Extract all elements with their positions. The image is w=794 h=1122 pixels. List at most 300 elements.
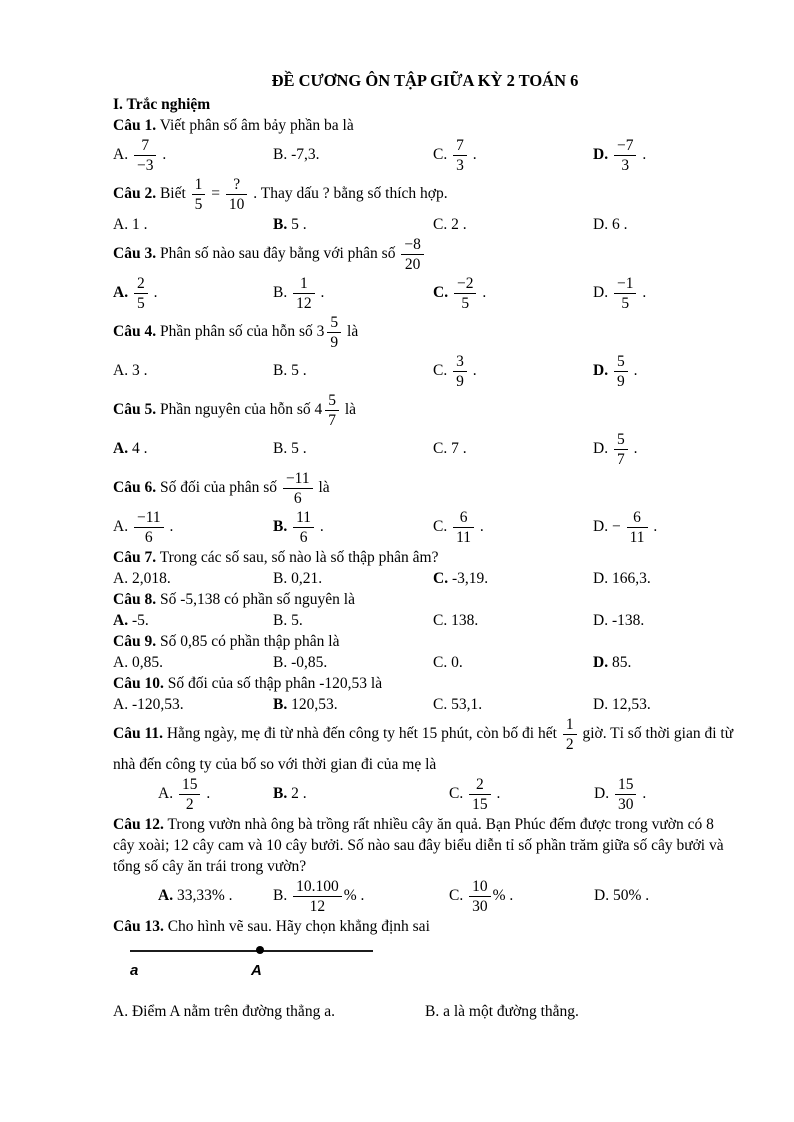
text-segment: 5 . — [291, 362, 307, 380]
option — [158, 775, 273, 814]
option-letter: B. — [273, 440, 288, 458]
option-content — [132, 362, 148, 379]
fraction-numerator: 5 — [614, 430, 628, 450]
question-text — [113, 715, 737, 775]
text-segment: a là một đường thẳng. — [443, 1003, 579, 1020]
fraction-denominator: 12 — [309, 898, 326, 915]
option-letter: B. — [273, 146, 288, 164]
text-segment: Số đối của phân số — [159, 479, 281, 497]
question-label: Câu 12. — [113, 816, 164, 833]
text-segment: . — [638, 785, 647, 803]
question-label: Câu 2. — [113, 185, 157, 203]
text-segment: . — [638, 284, 647, 302]
fraction-numerator: −7 — [614, 136, 637, 156]
option-letter: B. — [273, 216, 288, 233]
option-content — [291, 570, 322, 587]
option-letter: D. — [593, 440, 609, 458]
option-content — [291, 275, 325, 312]
option — [593, 610, 737, 631]
option-letter: B. — [273, 785, 288, 803]
section-heading: I. Trắc nghiệm — [113, 96, 211, 113]
option-content — [132, 509, 174, 546]
option-letter: A. — [113, 362, 129, 380]
question-text — [113, 235, 737, 274]
option — [593, 274, 737, 313]
text-segment: Số 0,85 có phần thập phân là — [159, 633, 340, 650]
fraction-numerator: 10.100 — [293, 877, 342, 897]
option-content — [612, 353, 638, 390]
text-segment: . — [165, 518, 174, 536]
fraction — [134, 508, 164, 547]
text-segment: -0,85. — [291, 654, 328, 671]
option-content — [291, 654, 327, 671]
text-segment: 33,33% . — [176, 887, 233, 905]
fraction-numerator: 5 — [325, 391, 339, 411]
option-content — [612, 612, 644, 629]
question — [113, 631, 737, 673]
text-segment: Trong các số sau, số nào là số thập phân âm? — [159, 549, 439, 566]
page-title: ĐỀ CƯƠNG ÔN TẬP GIỮA KỲ 2 TOÁN 6 — [271, 71, 579, 90]
text-segment: . — [629, 362, 638, 380]
options-row — [113, 694, 737, 715]
fraction — [453, 352, 467, 391]
options-row — [113, 610, 737, 631]
text-segment: là — [314, 479, 330, 497]
fraction-numerator: 10 — [469, 877, 491, 897]
fraction-denominator: 15 — [472, 796, 488, 813]
question — [113, 175, 737, 235]
fraction — [327, 313, 341, 352]
question — [113, 235, 737, 313]
option — [273, 568, 433, 589]
option — [273, 694, 433, 715]
option-content — [452, 275, 487, 312]
text-segment: 2 . — [451, 216, 467, 233]
option-content — [132, 570, 171, 587]
option-content — [291, 146, 319, 163]
text-segment: 120,53. — [291, 696, 338, 713]
option-content — [467, 776, 501, 813]
option — [273, 144, 433, 165]
option-content — [451, 216, 467, 233]
text-segment: . — [476, 518, 484, 536]
fraction — [325, 391, 339, 430]
text-segment: Phân số nào sau đây bằng với phân số — [159, 245, 400, 263]
option-content — [451, 612, 478, 629]
text-segment: − — [611, 518, 625, 536]
option — [113, 136, 273, 175]
fraction-denominator: 11 — [456, 529, 472, 546]
text-segment: giờ. Tỉ số thời gian đi từ nhà đến công ty của bố so với thời gian đi của mẹ là — [113, 725, 734, 773]
option-letter: A. — [113, 1003, 129, 1020]
fraction — [615, 775, 637, 814]
question-text — [113, 589, 737, 610]
option-letter: A. — [113, 146, 129, 164]
fraction-numerator: −8 — [401, 235, 424, 255]
question-text — [113, 115, 737, 136]
option — [273, 783, 449, 804]
text-segment: 85. — [611, 654, 632, 671]
text-segment: . — [202, 785, 211, 803]
fraction — [401, 235, 424, 274]
fraction-denominator: 6 — [144, 529, 153, 546]
text-segment: 0,21. — [291, 570, 323, 587]
text-segment: 138. — [451, 612, 479, 629]
fraction — [627, 508, 648, 547]
option-letter: D. — [593, 362, 609, 380]
fraction — [179, 775, 201, 814]
option — [273, 438, 433, 459]
option — [273, 508, 433, 547]
fraction — [454, 274, 477, 313]
text-segment: = — [207, 185, 224, 203]
option — [594, 775, 737, 814]
text-segment: . — [649, 518, 658, 536]
fraction — [134, 136, 157, 175]
option-content — [132, 1003, 335, 1020]
option — [433, 352, 593, 391]
option — [433, 508, 593, 547]
text-segment: 5. — [291, 612, 303, 629]
option-letter: C. — [433, 570, 449, 587]
text-segment: 5 . — [291, 216, 307, 233]
option-letter: B. — [425, 1003, 440, 1020]
text-segment: 5 . — [291, 440, 307, 458]
text-segment: % . — [343, 887, 365, 905]
questions-list — [113, 115, 737, 1022]
options-row — [113, 652, 737, 673]
text-segment: . — [468, 362, 477, 380]
option-letter: B. — [273, 362, 288, 380]
fraction — [469, 877, 491, 916]
option-content — [291, 612, 303, 629]
fraction-denominator: 7 — [616, 451, 625, 468]
option — [425, 1001, 737, 1022]
options-row — [113, 568, 737, 589]
text-segment: . — [478, 284, 487, 302]
text-segment: Điểm A nằm trên đường thẳng a. — [131, 1003, 335, 1020]
option — [433, 438, 593, 459]
point-A-dot — [256, 946, 264, 954]
option-letter: D. — [593, 518, 609, 536]
option-content — [177, 887, 233, 904]
question-label: Câu 7. — [113, 549, 157, 566]
fraction-numerator: 6 — [453, 508, 474, 528]
option-content — [612, 570, 651, 587]
option — [593, 508, 737, 547]
fraction — [293, 274, 315, 313]
question-label: Câu 5. — [113, 401, 157, 419]
text-segment: . — [158, 146, 167, 164]
option — [113, 274, 273, 313]
question-label: Câu 4. — [113, 323, 157, 341]
mixed-number-whole: 3 — [316, 323, 325, 341]
option-letter: A. — [113, 216, 129, 233]
options-row — [113, 508, 737, 547]
fraction-numerator: −11 — [134, 508, 164, 528]
option-letter: C. — [433, 518, 448, 536]
option-content — [612, 431, 638, 468]
option-content — [291, 362, 307, 379]
option-content — [132, 216, 148, 233]
options-row — [113, 136, 737, 175]
option-content — [291, 878, 365, 915]
option — [273, 274, 433, 313]
option — [113, 652, 273, 673]
option-content — [132, 440, 148, 457]
text-segment: . — [316, 284, 325, 302]
option — [113, 360, 273, 381]
option — [593, 430, 737, 469]
fraction-numerator: 5 — [614, 352, 628, 372]
option — [593, 136, 737, 175]
option-letter: A. — [158, 887, 174, 905]
question-text — [113, 547, 737, 568]
fraction — [283, 469, 313, 508]
fraction-denominator: 20 — [404, 256, 421, 273]
option — [113, 694, 273, 715]
option-letter: A. — [113, 654, 129, 671]
line-label-a: a — [130, 962, 139, 979]
fraction-numerator: 15 — [615, 775, 637, 795]
text-segment: . — [492, 785, 501, 803]
option-letter: D. — [593, 146, 609, 164]
options-row — [113, 352, 737, 391]
option-content — [291, 696, 338, 713]
option — [158, 885, 273, 906]
question — [113, 391, 737, 469]
option-content — [452, 570, 488, 587]
question — [113, 115, 737, 175]
option-letter: D. — [593, 612, 609, 629]
line-a — [130, 950, 373, 952]
question-text — [113, 469, 737, 508]
question-text — [113, 916, 737, 937]
options-row — [113, 877, 737, 916]
text-segment: . — [316, 518, 324, 536]
option-content — [451, 509, 484, 546]
fraction — [453, 508, 474, 547]
option — [449, 877, 594, 916]
fraction — [226, 175, 248, 214]
options-row — [113, 274, 737, 313]
fraction-denominator: 6 — [293, 490, 302, 507]
text-segment: Phần phân số của hỗn số — [159, 323, 317, 341]
option-letter: A. — [113, 612, 129, 629]
question — [113, 589, 737, 631]
option-content — [291, 216, 307, 233]
text-segment: . Thay dấu ? bằng số thích hợp. — [249, 185, 448, 203]
option-content — [613, 776, 647, 813]
option-content — [612, 654, 631, 671]
text-segment: -138. — [611, 612, 645, 629]
option — [449, 775, 594, 814]
question-text — [113, 313, 737, 352]
option-letter: D. — [593, 570, 609, 587]
text-segment: . — [638, 146, 647, 164]
option-content — [451, 440, 467, 457]
option — [113, 568, 273, 589]
option-content — [132, 137, 167, 174]
fraction-denominator: 5 — [621, 295, 630, 312]
question — [113, 547, 737, 589]
fraction — [563, 715, 577, 754]
fraction — [614, 352, 628, 391]
fraction-numerator: 5 — [327, 313, 341, 333]
fraction-numerator: 11 — [293, 508, 314, 528]
text-segment: . — [149, 284, 158, 302]
option-letter: C. — [449, 785, 464, 803]
fraction-denominator: 7 — [328, 412, 336, 429]
option-content — [443, 1003, 579, 1020]
option — [433, 568, 593, 589]
text-segment: 7 . — [451, 440, 467, 458]
text-segment: Biết — [159, 185, 190, 203]
text-segment: Số -5,138 có phần số nguyên là — [159, 591, 355, 608]
line-figure — [130, 944, 390, 986]
fraction-numerator: 3 — [453, 352, 467, 372]
question — [113, 715, 737, 814]
fraction-denominator: 9 — [616, 373, 625, 390]
option-letter: A. — [113, 570, 129, 587]
option-letter: C. — [433, 696, 448, 713]
text-segment: -120,53. — [131, 696, 184, 713]
fraction-denominator: 11 — [629, 529, 645, 546]
fraction-numerator: −1 — [614, 274, 637, 294]
fraction — [614, 136, 637, 175]
fraction-denominator: −3 — [136, 157, 154, 174]
fraction-denominator: 12 — [296, 295, 312, 312]
option-letter: D. — [593, 654, 609, 671]
option-letter: C. — [449, 887, 464, 905]
option-content — [132, 612, 149, 629]
text-segment: Viết phân số âm bảy phần ba là — [159, 117, 354, 134]
option — [433, 610, 593, 631]
question-label: Câu 9. — [113, 633, 157, 650]
fraction-numerator: ? — [226, 175, 248, 195]
option — [273, 877, 449, 916]
fraction-numerator: 15 — [179, 775, 201, 795]
option-letter: C. — [433, 612, 448, 629]
option-content — [612, 275, 647, 312]
option — [593, 352, 737, 391]
option-letter: D. — [593, 216, 609, 233]
option-content — [451, 654, 463, 671]
text-segment: -5. — [131, 612, 149, 629]
option-letter: C. — [433, 440, 448, 458]
option-letter: D. — [594, 785, 610, 803]
question-text — [113, 175, 737, 214]
option — [273, 360, 433, 381]
option-content — [291, 509, 324, 546]
option-letter: B. — [273, 570, 288, 587]
text-segment: 0,85. — [131, 654, 163, 671]
option — [273, 652, 433, 673]
fraction-denominator: 5 — [194, 196, 203, 213]
option — [433, 274, 593, 313]
option — [593, 652, 737, 673]
fraction-denominator: 30 — [472, 898, 488, 915]
question — [113, 916, 737, 1022]
text-segment: 2,018. — [131, 570, 171, 587]
fraction — [293, 877, 342, 916]
options-row — [113, 430, 737, 469]
option-letter: C. — [433, 654, 448, 671]
point-label-A: A — [251, 962, 262, 979]
option-letter: C. — [433, 362, 448, 380]
option-letter: B. — [273, 518, 288, 536]
option — [433, 694, 593, 715]
option — [113, 1001, 425, 1022]
text-segment: 166,3. — [611, 570, 651, 587]
option-letter: B. — [273, 654, 288, 671]
text-segment: 0. — [451, 654, 463, 671]
text-segment: . — [629, 440, 638, 458]
question-text — [113, 631, 737, 652]
option-letter: A. — [158, 785, 174, 803]
text-segment: 1 . — [131, 216, 148, 233]
text-segment: là — [343, 323, 359, 341]
option — [113, 610, 273, 631]
question-label: Câu 13. — [113, 918, 164, 935]
option-content — [132, 275, 158, 312]
fraction-denominator: 30 — [617, 796, 634, 813]
text-segment: -3,19. — [451, 570, 489, 587]
fraction-numerator: 7 — [453, 136, 467, 156]
text-segment: 53,1. — [451, 696, 483, 713]
option-content — [451, 137, 477, 174]
fraction — [192, 175, 206, 214]
text-segment: 2 . — [291, 785, 307, 803]
question — [113, 313, 737, 391]
question-label: Câu 11. — [113, 725, 163, 743]
option-content — [451, 353, 477, 390]
fraction-denominator: 3 — [621, 157, 630, 174]
option — [113, 438, 273, 459]
fraction-denominator: 3 — [456, 157, 464, 174]
text-segment: 50% . — [612, 887, 650, 905]
option-content — [467, 878, 514, 915]
option-letter: C. — [433, 284, 449, 302]
option — [113, 508, 273, 547]
option — [593, 568, 737, 589]
text-segment: . — [468, 146, 477, 164]
text-segment: -7,3. — [291, 146, 320, 164]
fraction-numerator: 1 — [192, 175, 206, 195]
fraction-numerator: 2 — [469, 775, 491, 795]
text-segment: 12,53. — [611, 696, 651, 713]
fraction — [293, 508, 314, 547]
options-row — [113, 775, 737, 814]
option-content — [612, 137, 647, 174]
option — [593, 214, 737, 235]
option — [433, 136, 593, 175]
option-content — [132, 654, 163, 671]
fraction — [614, 430, 628, 469]
option — [433, 652, 593, 673]
option-letter: C. — [433, 146, 448, 164]
option — [433, 214, 593, 235]
fraction-numerator: −11 — [283, 469, 313, 489]
fraction-denominator: 6 — [299, 529, 308, 546]
option-letter: D. — [594, 887, 610, 905]
text-segment: % . — [492, 887, 514, 905]
fraction — [453, 136, 467, 175]
question-label: Câu 3. — [113, 245, 157, 263]
option-content — [291, 440, 307, 457]
fraction-denominator: 5 — [136, 295, 145, 312]
question-text — [113, 391, 737, 430]
